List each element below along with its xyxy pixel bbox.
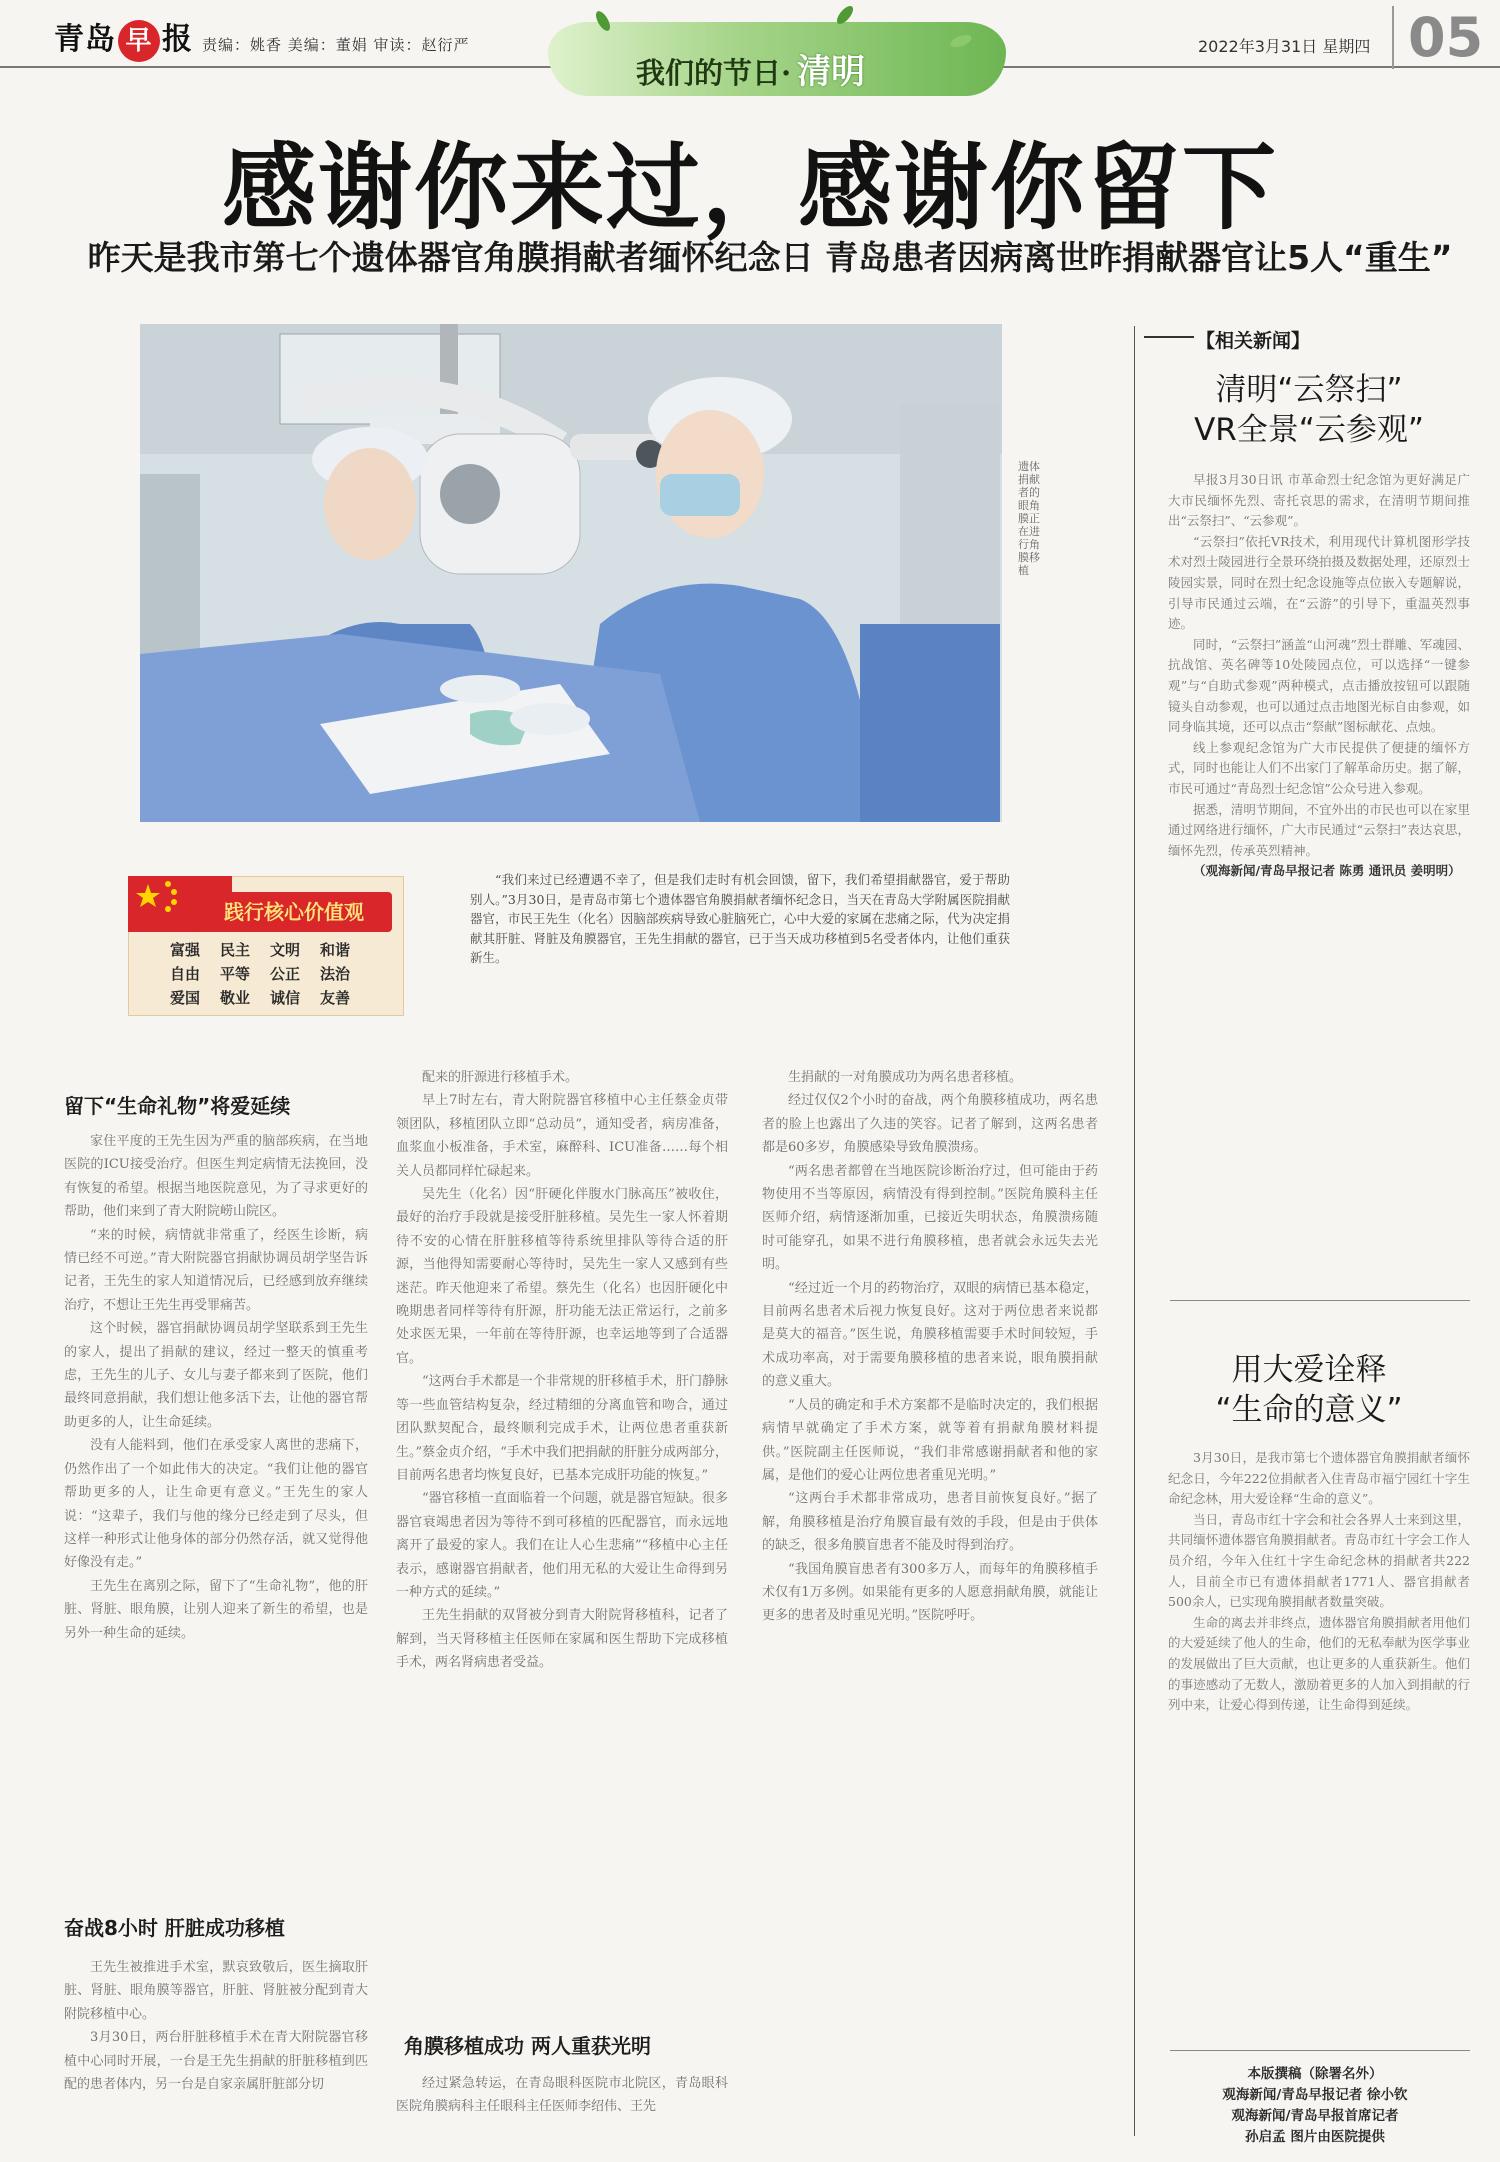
surgery-photo bbox=[140, 324, 1002, 822]
headline: 感谢你来过，感谢你留下 bbox=[221, 134, 1278, 243]
article-column-3 bbox=[762, 1066, 1098, 2152]
lead-paragraph: “我们来过已经遭遇不幸了，但是我们走时有机会回馈，留下，我们希望捐献器官，爱于帮助别人。”3月30日，是青岛市第七个遗体器官角膜捐献者缅怀纪念日，当天在青岛大学附属医院捐献器官，市民王先生（化名）因脑部疾病导致心脏脑死亡，心中大爱的家属在悲痛之际，代为决定捐献其肝脏、肾脏及角膜器官，王先生捐献的器官，已于当天成功移植到5名受者体内，让他们重获新生。 bbox=[470, 872, 1010, 965]
title-line: 用大爱诠释 bbox=[1231, 1352, 1387, 1388]
paragraph: 王先生在离别之际，留下了“生命礼物”，他的肝脏、肾脏、眼角膜，让别人迎来了新生的希望，也是另外一种生命的延续。 bbox=[64, 1578, 368, 1641]
paragraph: 据悉，清明节期间，不宜外出的市民也可以在家里通过网络进行缅怀，广大市民通过“云祭扫”表达哀思，缅怀先烈，传承英烈精神。 bbox=[1168, 801, 1470, 858]
paragraph: “来的时候，病情就非常重了，经医生诊断，病情已经不可逆。”青大附院器官捐献协调员胡学坚告诉记者，王先生的家人知道情况后，已经感到放弃继续治疗，不想让王先生再受罪痛苦。 bbox=[64, 1227, 368, 1313]
paragraph: 王先生被推进手术室，默哀致敬后，医生摘取肝脏、肾脏、眼角膜等器官，肝脏、肾脏被分配到青大附院移植中心。 bbox=[64, 1960, 368, 2022]
paper-name-left: 青岛 bbox=[54, 22, 116, 57]
section-banner-prefix: 我们的节日· bbox=[636, 56, 792, 90]
section-banner-title bbox=[636, 44, 865, 93]
core-value: 富强 bbox=[170, 941, 201, 959]
article-column-1 bbox=[64, 1130, 368, 1890]
paragraph: 早上7时左右，青大附院器官移植中心主任蔡金贞带领团队，移植团队立即“总动员”，通知受者，病房准备，血浆血小板准备，手术室，麻醉科、ICU准备……每个相关人员都同样忙碌起来。 bbox=[396, 1093, 728, 1179]
article-column-1-continued bbox=[64, 1956, 368, 2152]
title-line: VR全景“云参观” bbox=[1194, 412, 1424, 448]
core-values-grid bbox=[170, 938, 380, 1010]
paragraph: “经过近一个月的药物治疗，双眼的病情已基本稳定，目前两名患者术后视力恢复良好。这对于两位患者来说都是莫大的福音。”医生说，角膜移植需要手术时间较短，手术成功率高，对于需要角膜移植的患者来说，眼角膜捐献的意义重大。 bbox=[762, 1280, 1098, 1390]
article-column-2 bbox=[396, 1066, 728, 2042]
related-news-body-1 bbox=[1168, 470, 1470, 1290]
paragraph: 早报3月30日讯 市革命烈士纪念馆为更好满足广大市民缅怀先烈、寄托哀思的需求，在清明节期间推出“云祭扫”、“云参观”。 bbox=[1168, 472, 1470, 529]
section-heading-gift: 留下“生命礼物”将爱延续 bbox=[64, 1094, 291, 1118]
section-banner-suffix: 清明 bbox=[797, 52, 866, 92]
credit-line: 本版撰稿（除署名外） bbox=[1247, 2066, 1383, 2082]
photo-caption: 遗体捐献者的眼角膜正在进行角膜移植 bbox=[1018, 460, 1040, 577]
core-value: 公正 bbox=[270, 965, 301, 983]
section-heading-liver: 奋战8小时 肝脏成功移植 bbox=[64, 1916, 285, 1940]
paragraph: 配来的肝源进行移植手术。 bbox=[422, 1070, 579, 1085]
sidebar-separator bbox=[1170, 2050, 1470, 2051]
page-credits bbox=[1150, 2064, 1480, 2148]
core-values-title: 践行核心价值观 bbox=[196, 892, 392, 932]
byline: （观海新闻/青岛早报记者 陈勇 通讯员 姜明明） bbox=[1193, 863, 1461, 879]
paragraph: 生捐献的一对角膜成功为两名患者移植。 bbox=[788, 1070, 1023, 1085]
credit-line: 观海新闻/青岛早报记者 徐小钦 bbox=[1222, 2087, 1408, 2103]
related-news-body-2 bbox=[1168, 1448, 1470, 2038]
paper-name-right: 报 bbox=[162, 22, 193, 57]
paragraph: “器官移植一直面临着一个问题，就是器官短缺。很多器官衰竭患者因为等待不到可移植的匹配器官，而永远地离开了最爱的家人。我们在让人心生悲痛”“移植中心主任表示，感谢器官捐献者，他们用无私的大爱让生命得到另一种方式的延续。” bbox=[396, 1491, 728, 1600]
title-line: “生命的意义” bbox=[1215, 1392, 1403, 1428]
core-value: 文明 bbox=[270, 941, 301, 959]
credit-line: 观海新闻/青岛早报首席记者 bbox=[1231, 2108, 1399, 2124]
paragraph: 3月30日，两台肝脏移植手术在青大附院器官移植中心同时开展，一台是王先生捐献的肝脏移植到匹配的患者体内，另一台是自家亲属肝脏部分切 bbox=[64, 2030, 368, 2093]
core-value: 民主 bbox=[220, 941, 251, 959]
paragraph: 王先生捐献的双肾被分到青大附院肾移植科，记者了解到，当天肾移植主任医师在家属和医生帮助下完成移植手术，两名肾病患者受益。 bbox=[396, 1608, 728, 1671]
page-number: 05 bbox=[1392, 6, 1483, 69]
paragraph: 线上参观纪念馆为广大市民提供了便捷的缅怀方式，同时也能让人们不出家门了解革命历史。据了解，市民可通过“青岛烈士纪念馆”公众号进入参观。 bbox=[1168, 739, 1470, 796]
core-value: 友善 bbox=[320, 989, 351, 1007]
paragraph: 吴先生（化名）因“肝硬化伴腹水门脉高压”被收住，最好的治疗手段就是接受肝脏移植。吴先生一家人怀着期待不安的心情在肝脏移植等待系统里排队等待合适的肝源，当他得知需要耐心等待时，吴先生一家人又感到有些迷茫。昨天他迎来了希望。蔡先生（化名）也因肝硬化中晚期患者同样等待有肝源，肝功能无法正常运行，之前多处求医无果，一年前在等待肝源，也幸运地等到了合适器官。 bbox=[396, 1187, 728, 1366]
sidebar-separator bbox=[1170, 1300, 1470, 1301]
paragraph: “这两台手术都非常成功，患者目前恢复良好。”据了解，角膜移植是治疗角膜盲最有效的手段，但是由于供体的缺乏，很多角膜盲患者不能及时得到治疗。 bbox=[762, 1491, 1098, 1554]
subheadline: 昨天是我市第七个遗体器官角膜捐献者缅怀纪念日 青岛患者因病离世昨捐献器官让5人“重生” bbox=[87, 238, 1453, 277]
paragraph: 当日，青岛市红十字会和社会各界人士来到这里，共同缅怀遗体器官角膜捐献者。青岛市红十字会工作人员介绍，今年入住红十字生命纪念林的捐献者共222人，目前全市已有遗体捐献者1771人、器官捐献者500余人，已实现角膜捐献者数量突破。 bbox=[1168, 1511, 1470, 1610]
paragraph: 经过仅仅2个小时的奋战，两个角膜移植成功，两名患者的脸上也露出了久违的笑容。记者了解到，这两名患者都是60多岁，角膜感染导致角膜溃疡。 bbox=[762, 1093, 1098, 1156]
core-value: 法治 bbox=[320, 965, 351, 983]
paragraph: 这个时候，器官捐献协调员胡学坚联系到王先生的家人，提出了捐献的建议，经过一整天的慎重考虑，王先生的儿子、女儿与妻子都来到了医院，他们最终同意捐献，我们想让他多活下去，让他的器官帮助更多的人，让生命延续。 bbox=[64, 1321, 368, 1430]
paragraph: 3月30日，是我市第七个遗体器官角膜捐献者缅怀纪念日，今年222位捐献者入住青岛市福宁园红十字生命纪念林，用大爱诠释“生命的意义”。 bbox=[1168, 1450, 1470, 1507]
sidebar-divider bbox=[1134, 326, 1135, 2136]
paragraph: 经过紧急转运，在青岛眼科医院市北院区，青岛眼科医院角膜病科主任眼科主任医师李绍伟、王先 bbox=[396, 2076, 728, 2115]
core-value: 和谐 bbox=[320, 941, 351, 959]
surgery-illustration bbox=[140, 324, 1002, 822]
core-value: 爱国 bbox=[170, 989, 201, 1007]
paragraph: “这两台手术都是一个非常规的肝移植手术，肝门静脉等一些血管结构复杂，经过精细的分离血管和吻合，通过团队默契配合，最终顺利完成手术，让两位患者重获新生。”蔡金贞介绍，“手术中我们把捐献的肝脏分成两部分，目前两名患者均恢复良好，已基本完成肝功能的恢复。” bbox=[396, 1374, 728, 1483]
credit-line: 孙启孟 图片由医院提供 bbox=[1245, 2129, 1385, 2145]
paragraph: “两名患者都曾在当地医院诊断治疗过，但可能由于药物使用不当等原因，病情没有得到控制。”医院角膜科主任医师介绍，病情逐渐加重，已接近失明状态，角膜溃疡随时可能穿孔，如果不进行角膜移植，患者就会永远失去光明。 bbox=[762, 1163, 1098, 1273]
core-value: 诚信 bbox=[270, 989, 301, 1007]
paragraph: “人员的确定和手术方案都不是临时决定的，我们根据病情早就确定了手术方案，就等着有捐献角膜材料提供。”医院副主任医师说，“我们非常感谢捐献者和他的家属，是他们的爱心让两位患者重见光明。” bbox=[762, 1397, 1098, 1483]
paragraph: 家住平度的王先生因为严重的脑部疾病，在当地医院的ICU接受治疗。但医生判定病情无法挽回，没有恢复的希望。根据当地医院意见，为了寻求更好的帮助，他们来到了青大附院崂山院区。 bbox=[64, 1134, 368, 1220]
title-line: 清明“云祭扫” bbox=[1215, 372, 1403, 408]
paragraph: 生命的离去并非终点，遗体器官角膜捐献者用他们的大爱延续了他人的生命，他们的无私奉献为医学事业的发展做出了巨大贡献，也让更多的人重获新生。他们的事迹感动了无数人，激励着更多的人加入到捐献的行列中来，让爱心得到传递，让生命得到延续。 bbox=[1168, 1614, 1470, 1713]
related-news-title-2 bbox=[1144, 1350, 1474, 1430]
editor-credits: 责编：姚香 美编：董娟 审读：赵衍严 bbox=[202, 36, 470, 54]
sidebar-label-rule bbox=[1144, 336, 1194, 338]
core-value: 平等 bbox=[220, 965, 251, 983]
article-column-2-continued bbox=[396, 2072, 728, 2156]
related-news-label: 【相关新闻】 bbox=[1196, 330, 1311, 352]
paragraph: 同时，“云祭扫”涵盖“山河魂”烈士群雕、军魂园、抗战馆、英名碑等10处陵园点位，可以选择“一键参观”与“自助式参观”两种模式，点击播放按钮可以跟随镜头自动参观，也可以通过点击地图光标自由参观，如同身临其境，还可以点击“祭献”图标献花、点烛。 bbox=[1168, 636, 1470, 735]
paper-name-mid: 早 bbox=[118, 20, 160, 62]
paragraph: 没有人能料到，他们在承受家人离世的悲痛下，仍然作出了一个如此伟大的决定。“我们让他的器官帮助更多的人，让生命更有意义。”王先生的家人说：“这辈子，我们与他的缘分已经走到了尽头，但这样一种形式让他身体的部分仍然存活，就又觉得他好像没有走。” bbox=[64, 1438, 368, 1571]
related-news-title-1 bbox=[1144, 370, 1474, 450]
core-value: 自由 bbox=[170, 965, 201, 983]
paragraph: “云祭扫”依托VR技术，利用现代计算机图形学技术对烈士陵园进行全景环绕拍摄及数据处理，还原烈士陵园实景，同时在烈士纪念设施等点位嵌入专题解说，引导市民通过云端，在“云游”的引导下，重温英烈事迹。 bbox=[1168, 533, 1470, 632]
section-heading-cornea: 角膜移植成功 两人重获光明 bbox=[404, 2034, 651, 2058]
paper-logo bbox=[54, 14, 193, 62]
paragraph: “我国角膜盲患者有300多万人，而每年的角膜移植手术仅有1万多例。如果能有更多的人愿意捐献角膜，就能让更多的患者及时重见光明。”医院呼吁。 bbox=[762, 1561, 1098, 1624]
core-value: 敬业 bbox=[220, 989, 251, 1007]
publication-date: 2022年3月31日 星期四 bbox=[1198, 37, 1371, 56]
